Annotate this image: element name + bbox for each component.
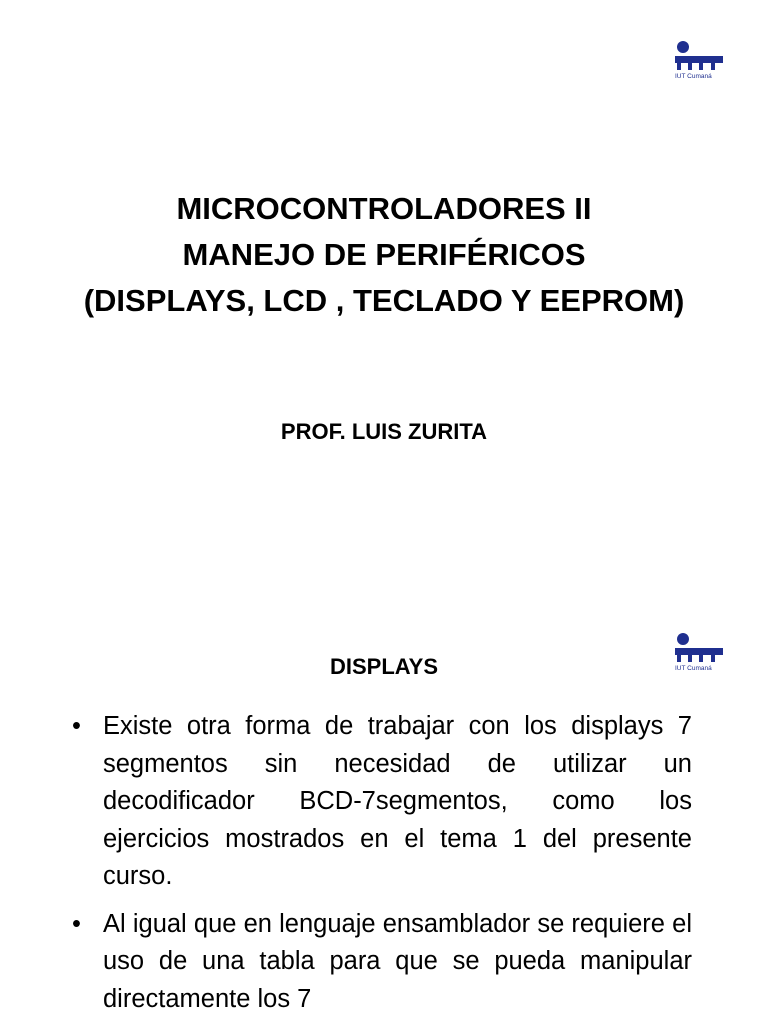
bullet-item bbox=[72, 906, 692, 1019]
bullet-list bbox=[72, 708, 692, 1024]
slide-title bbox=[0, 186, 768, 324]
logo-caption: IUT Cumaná bbox=[675, 73, 712, 80]
iut-logo bbox=[675, 41, 723, 85]
bullet-text: Al igual que en lenguaje ensamblador se requiere el uso de una tabla para que se pueda manipular directamente los 7 bbox=[103, 909, 692, 1013]
section-heading: DISPLAYS bbox=[329, 654, 438, 679]
logo-caption: IUT Cumaná bbox=[675, 665, 712, 672]
title-line-2: MANEJO DE PERIFÉRICOS bbox=[182, 237, 586, 272]
author-name: PROF. LUIS ZURITA bbox=[280, 419, 488, 444]
title-line-1: MICROCONTROLADORES II bbox=[176, 191, 592, 226]
iut-logo-icon bbox=[675, 41, 723, 73]
bullet-item bbox=[72, 708, 692, 896]
title-line-3: (DISPLAYS, LCD , TECLADO Y EEPROM) bbox=[83, 283, 685, 318]
bullet-text: Existe otra forma de trabajar con los displays 7 segmentos sin necesidad de utilizar un decodificador BCD-7segmentos, como los ejercicios mostrados en el tema 1 del presente curso. bbox=[103, 712, 692, 890]
bullet-glyph: • bbox=[72, 909, 81, 938]
bullet-glyph: • bbox=[72, 712, 81, 740]
content-slide bbox=[0, 576, 768, 1024]
